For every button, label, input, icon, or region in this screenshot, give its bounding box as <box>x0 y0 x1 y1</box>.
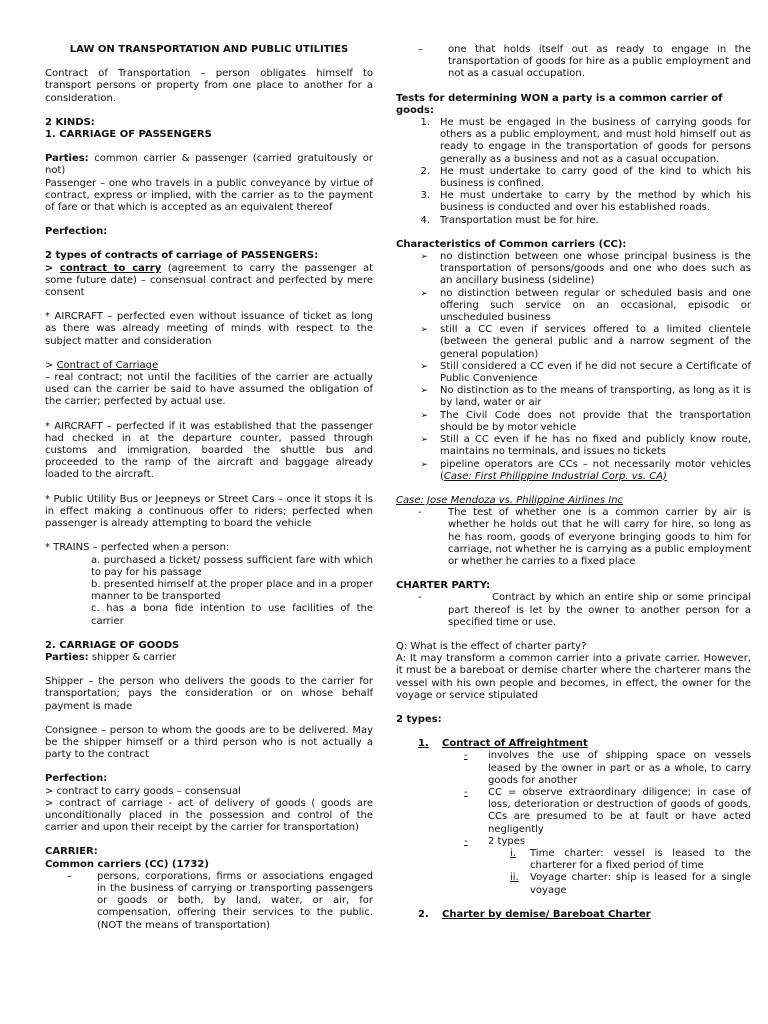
aircraft-paragraph-1: * AIRCRAFT – perfected even without issuance of ticket as long as there was already meeting of minds with respect to the subject matter and consideration <box>45 311 373 347</box>
dash-marker: - <box>418 592 422 604</box>
sub-type-text: Time charter: vessel is leased to the charterer for a fixed period of time <box>530 847 751 872</box>
pipeline-case-citation: Case: First Philippine Industrial Corp. vs. CA) <box>443 470 667 482</box>
aircraft-paragraph-2: * AIRCRAFT – perfected if it was established that the passenger had checked in at the departure counter, passed through customs and immigration, boarded the shuttle bus and proceeded to the ramp of the aircraft and baggage already loaded to the aircraft. <box>45 420 373 481</box>
characteristics-list <box>396 251 751 483</box>
mendoza-case-citation: Case: Jose Mendoza vs. Philippine Airlines Inc <box>396 494 624 506</box>
dash-marker: - <box>464 835 468 847</box>
common-carrier-definition: persons, corporations, firms or associations engaged in the business of carrying or transporting passengers or goods or both, by land, water, or air, for compensation, offering their services to the public. (NOT the means of transportation) <box>97 870 373 931</box>
arrow-bullet-icon: ➢ <box>420 386 428 397</box>
characteristic-text: The Civil Code does not provide that the transportation should be by motor vehicle <box>440 409 751 433</box>
affreightment-item: involves the use of shipping space on vessels leased by the owner in part or as a whole, to carry goods for another <box>488 750 751 786</box>
contract-to-carry-marker: > <box>45 262 54 274</box>
affreightment-list <box>396 750 751 896</box>
list-item <box>464 750 751 787</box>
common-carriers-heading: Common carriers (CC) (1732) <box>45 858 209 870</box>
dash-marker: - <box>464 750 468 762</box>
characteristic-text: Still considered a CC even if he did not secure a Certificate of Public Convenience <box>440 360 751 385</box>
tests-list <box>396 117 751 227</box>
list-item <box>396 592 751 629</box>
contract-of-carriage-marker: > <box>45 359 54 371</box>
shipper-definition: Shipper – the person who delivers the goods to the carrier for transportation; pays the consideration or on whose behalf payment is made <box>45 676 373 712</box>
contract-of-carriage-label: Contract of Carriage <box>56 359 159 371</box>
parties-label: Parties: <box>45 153 89 165</box>
holds-out-list <box>396 44 751 81</box>
mendoza-list <box>396 507 751 568</box>
right-column <box>396 44 751 921</box>
list-item <box>396 507 751 568</box>
list-item <box>396 434 751 458</box>
list-item <box>396 410 751 434</box>
contract-of-carriage-text: – real contract; not until the facilities of the carrier are actually used can the carrier be said to have assumed the obligation of the carrier; perfected by actual use. <box>45 372 373 408</box>
trains-item: c. has a bona fide intention to use facilities of the carrier <box>91 603 373 627</box>
carriage-passengers-heading: 1. CARRIAGE OF PASSENGERS <box>45 129 212 141</box>
mendoza-text: The test of whether one is a common carrier by air is whether he holds out that he will carry for hire, so long as he has room, goods of everyone bringing goods to him for carriage, not whether he is carrying as a public employment or whether he carries to a fixed place <box>448 507 751 567</box>
list-item <box>464 836 751 848</box>
bus-paragraph: * Public Utility Bus or Jeepneys or Street Cars – once it stops it is in effect making a continuous offer to riders; perfected when passenger is already attempting to board the vehicle <box>45 493 373 530</box>
characteristics-heading: Characteristics of Common carriers (CC): <box>396 238 627 250</box>
trains-heading: * TRAINS – perfected when a person: <box>45 542 230 554</box>
intro-paragraph: Contract of Transportation – person obligates himself to transport persons or property from one place to another for a consideration. <box>45 68 373 104</box>
holds-out-text: one that holds itself out as ready to engage in the transportation of goods for hire as a public employment and not as a casual occupation. <box>448 44 751 80</box>
characteristic-text: No distinction as to the means of transporting, as long as it is by land, water or air <box>440 385 751 409</box>
parties-text: common carrier & passenger (carried gratuitously or not) <box>45 153 373 177</box>
list-item <box>396 117 751 166</box>
characteristic-text <box>440 459 751 483</box>
dash-marker: - <box>418 507 422 519</box>
dash-marker: – <box>418 44 423 55</box>
list-item <box>510 872 751 896</box>
arrow-bullet-icon: ➢ <box>420 459 428 470</box>
passenger-definition: Passenger – one who travels in a public conveyance by virtue of contract, express or implied, with the carrier as to the payment of fare or that which is accepted as an equivalent thereof <box>45 177 373 214</box>
two-types-charter-heading: 2 types: <box>396 713 442 725</box>
characteristic-text: no distinction between one whose principal business is the transportation of persons/goods and one who does such as an ancillary business (sideline) <box>440 251 751 287</box>
charter-definition <box>448 592 751 629</box>
charter-text: Contract by which an entire ship or some principal part thereof is let by the owner to another person for a specified time or use. <box>448 592 751 628</box>
contract-to-carry-text: (agreement to carry the passenger at some future date) – consensual contract and perfected by mere consent <box>45 262 373 299</box>
test-text: He must undertake to carry good of the kind to which his business is confined. <box>440 165 751 190</box>
charter-list <box>396 592 751 629</box>
list-item <box>396 459 751 483</box>
carrier-heading: CARRIER: <box>45 846 98 858</box>
list-item <box>464 787 751 836</box>
list-number: 4. <box>420 214 430 226</box>
parties-goods-text: shipper & carrier <box>88 651 177 663</box>
list-item <box>396 44 751 81</box>
test-text: He must undertake to carry by the method by which his business is conducted and over his established roads. <box>440 190 751 214</box>
arrow-bullet-icon: ➢ <box>420 435 428 446</box>
bareboat-number: 2. <box>418 908 429 920</box>
characteristic-text: Still a CC even if he has no fixed and publicly know route, maintains no terminals, and issues no tickets <box>440 434 751 458</box>
carriage-goods-heading: 2. CARRIAGE OF GOODS <box>45 639 180 651</box>
test-text: Transportation must be for hire. <box>440 214 599 226</box>
list-number: 3. <box>420 190 430 202</box>
affreightment-item: CC = observe extraordinary diligence; in case of loss, deterioration or destruction of goods of goods, CCs are presumed to be at fault or have acted negligently <box>488 786 751 835</box>
contract-of-carriage-heading <box>45 360 373 372</box>
list-item <box>396 361 751 385</box>
parties-line <box>45 153 373 177</box>
arrow-bullet-icon: ➢ <box>420 325 428 336</box>
perfection-goods-item: > contract of carriage - act of delivery of goods ( goods are unconditionally placed in the possession and control of the carrier and upon their receipt by the carrier for transportation) <box>45 797 373 834</box>
sub-types-list <box>464 848 751 897</box>
list-item <box>396 324 751 361</box>
pipeline-text: pipeline operators are CCs – not necessarily motor vehicles ( <box>440 458 751 482</box>
document-title: LAW ON TRANSPORTATION AND PUBLIC UTILITIES <box>69 44 349 55</box>
list-item <box>396 385 751 409</box>
perfection-goods-item: > contract to carry goods – consensual <box>45 785 241 797</box>
list-number: 1. <box>420 117 430 129</box>
roman-numeral: ii. <box>510 872 519 884</box>
list-item <box>510 848 751 872</box>
tests-heading: Tests for determining WON a party is a common carrier of goods: <box>396 92 723 116</box>
arrow-bullet-icon: ➢ <box>420 288 428 299</box>
parties-goods-label: Parties: <box>45 651 89 663</box>
two-types-heading: 2 types of contracts of carriage of PASSENGERS: <box>45 250 319 262</box>
list-item <box>396 190 751 214</box>
roman-numeral: i. <box>510 847 516 859</box>
affreightment-heading <box>396 738 751 750</box>
charter-question: Q: What is the effect of charter party? <box>396 640 587 652</box>
test-text: He must be engaged in the business of carrying goods for others as a public employment, and must hold himself out as ready to engage in the transportation of goods for persons generally as a business and not as a casual occupation. <box>440 117 751 165</box>
list-item <box>396 288 751 325</box>
charter-party-heading: CHARTER PARTY: <box>396 580 491 592</box>
trains-item: a. purchased a ticket/ possess sufficient fare with which to pay for his passage <box>91 554 373 578</box>
kinds-heading: 2 KINDS: <box>45 116 95 128</box>
list-number: 2. <box>420 165 430 177</box>
left-column <box>45 44 373 932</box>
bareboat-label: Charter by demise/ Bareboat Charter <box>442 908 651 920</box>
perfection-goods-heading: Perfection: <box>45 773 108 785</box>
list-item <box>396 251 751 288</box>
contract-to-carry-paragraph <box>45 263 373 300</box>
consignee-definition: Consignee – person to whom the goods are to be delivered. May be the shipper himself or a third person who is not actually a party to the contract <box>45 724 373 761</box>
parties-goods-line <box>45 652 373 664</box>
characteristic-text: no distinction between regular or scheduled basis and one offering such service on an occasional, episodic or unscheduled business <box>440 287 751 324</box>
common-carrier-definition-list <box>45 871 373 932</box>
charter-answer: A: It may transform a common carrier into a private carrier. However, it must be a bareboat or demise charter where the charterer mans the vessel with his own people and becomes, in effect, the owner for the voyage or service stipulated <box>396 653 751 701</box>
affreightment-item: 2 types <box>488 835 526 847</box>
list-item <box>45 871 373 932</box>
perfection-heading: Perfection: <box>45 226 108 238</box>
contract-to-carry-label: contract to carry <box>59 262 162 274</box>
arrow-bullet-icon: ➢ <box>420 361 428 372</box>
affreightment-label: Contract of Affreightment <box>442 738 588 750</box>
characteristic-text: still a CC even if services offered to a limited clientele (between the general public and a narrow segment of the general population) <box>440 324 751 360</box>
bareboat-heading <box>396 909 751 921</box>
sub-type-text: Voyage charter: ship is leased for a single voyage <box>530 872 751 896</box>
arrow-bullet-icon: ➢ <box>420 410 428 421</box>
list-item <box>396 215 751 227</box>
arrow-bullet-icon: ➢ <box>420 252 428 263</box>
list-item <box>396 166 751 190</box>
affreightment-number: 1. <box>418 738 429 750</box>
dash-marker: - <box>464 786 468 798</box>
dash-marker: – <box>67 870 72 882</box>
trains-item: b. presented himself at the proper place and in a proper manner to be transported <box>91 578 373 603</box>
